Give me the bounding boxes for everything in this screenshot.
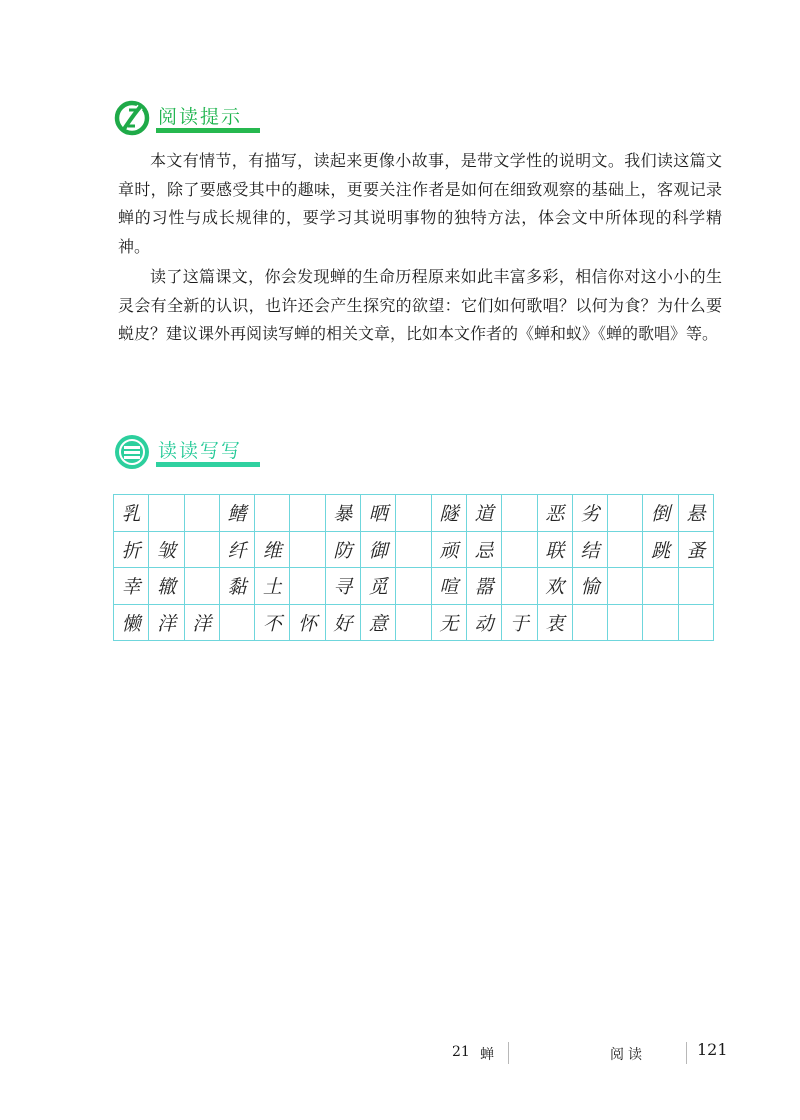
page-footer <box>0 1038 800 1068</box>
grid-cell: 不 <box>255 604 290 641</box>
grid-cell: 悬 <box>678 495 713 532</box>
reading-tips-paragraph-2: 读了这篇课文，你会发现蝉的生命历程原来如此丰富多彩，相信你对这小小的生灵会有全新的认识，也许还会产生探究的欲望：它们如何歌唱？以何为食？为什么要蜕皮？建议课外再阅读写蝉的相关文章，比如本文作者的《蝉和蚁》《蝉的歌唱》等。 <box>118 267 722 343</box>
grid-cell <box>290 495 325 532</box>
grid-cell: 御 <box>361 531 396 568</box>
grid-cell <box>255 495 290 532</box>
grid-cell <box>184 495 219 532</box>
grid-cell <box>149 495 184 532</box>
grid-cell: 蚤 <box>678 531 713 568</box>
grid-cell: 土 <box>255 568 290 605</box>
grid-cell: 纤 <box>219 531 254 568</box>
grid-cell <box>396 495 431 532</box>
grid-cell <box>396 568 431 605</box>
grid-cell <box>396 604 431 641</box>
grid-cell: 忌 <box>466 531 501 568</box>
grid-cell: 辙 <box>149 568 184 605</box>
grid-cell <box>184 568 219 605</box>
read-write-underline <box>156 462 260 467</box>
grid-cell: 意 <box>361 604 396 641</box>
grid-cell <box>608 604 643 641</box>
teal-lines-icon <box>112 432 152 472</box>
footer-divider <box>686 1042 687 1064</box>
grid-cell: 动 <box>466 604 501 641</box>
grid-cell <box>608 495 643 532</box>
grid-cell <box>608 568 643 605</box>
grid-cell: 折 <box>114 531 149 568</box>
reading-tips-underline <box>156 128 260 133</box>
grid-cell <box>502 568 537 605</box>
grid-cell <box>678 604 713 641</box>
grid-cell <box>608 531 643 568</box>
grid-cell: 隧 <box>431 495 466 532</box>
grid-row <box>114 495 714 532</box>
grid-cell <box>502 495 537 532</box>
grid-cell: 寻 <box>325 568 360 605</box>
grid-cell: 洋 <box>184 604 219 641</box>
grid-cell: 黏 <box>219 568 254 605</box>
grid-cell <box>290 531 325 568</box>
grid-row <box>114 568 714 605</box>
grid-cell: 顽 <box>431 531 466 568</box>
grid-cell: 跳 <box>643 531 678 568</box>
grid-cell: 维 <box>255 531 290 568</box>
grid-row <box>114 531 714 568</box>
page-number: 121 <box>697 1040 728 1059</box>
grid-cell <box>643 604 678 641</box>
grid-cell: 幸 <box>114 568 149 605</box>
grid-row <box>114 604 714 641</box>
grid-cell <box>643 568 678 605</box>
grid-cell: 暴 <box>325 495 360 532</box>
grid-cell <box>219 604 254 641</box>
grid-cell: 劣 <box>572 495 607 532</box>
grid-cell: 无 <box>431 604 466 641</box>
grid-cell: 皱 <box>149 531 184 568</box>
green-swirl-icon <box>112 98 152 138</box>
grid-cell: 衷 <box>537 604 572 641</box>
grid-cell: 洋 <box>149 604 184 641</box>
reading-tips-paragraph-1: 本文有情节，有描写，读起来更像小故事，是带文学性的说明文。我们读这篇文章时，除了要感受其中的趣味，更要关注作者是如何在细致观察的基础上，客观记录蝉的习性与成长规律的，要学习其说明事物的独特方法，体会文中所体现的科学精神。 <box>118 151 722 256</box>
read-write-title: 读读写写 <box>158 440 243 462</box>
grid-cell: 懒 <box>114 604 149 641</box>
grid-cell: 喧 <box>431 568 466 605</box>
grid-cell: 晒 <box>361 495 396 532</box>
grid-cell: 愉 <box>572 568 607 605</box>
grid-cell <box>678 568 713 605</box>
grid-cell <box>184 531 219 568</box>
grid-cell <box>502 531 537 568</box>
grid-cell: 嚣 <box>466 568 501 605</box>
lesson-number: 21 <box>452 1044 470 1060</box>
footer-divider <box>508 1042 509 1064</box>
grid-cell: 乳 <box>114 495 149 532</box>
grid-cell: 联 <box>537 531 572 568</box>
grid-cell: 于 <box>502 604 537 641</box>
reading-tips-title: 阅读提示 <box>158 106 243 128</box>
lesson-title: 蝉 <box>480 1047 494 1063</box>
grid-cell: 倒 <box>643 495 678 532</box>
unit-label: 阅读 <box>610 1047 646 1063</box>
vocabulary-grid <box>113 494 714 641</box>
grid-cell: 恶 <box>537 495 572 532</box>
grid-cell: 防 <box>325 531 360 568</box>
grid-cell: 鳍 <box>219 495 254 532</box>
grid-cell: 怀 <box>290 604 325 641</box>
grid-cell: 结 <box>572 531 607 568</box>
grid-cell: 道 <box>466 495 501 532</box>
grid-cell: 好 <box>325 604 360 641</box>
grid-cell: 欢 <box>537 568 572 605</box>
grid-cell <box>290 568 325 605</box>
grid-cell <box>572 604 607 641</box>
grid-cell <box>396 531 431 568</box>
grid-cell: 觅 <box>361 568 396 605</box>
